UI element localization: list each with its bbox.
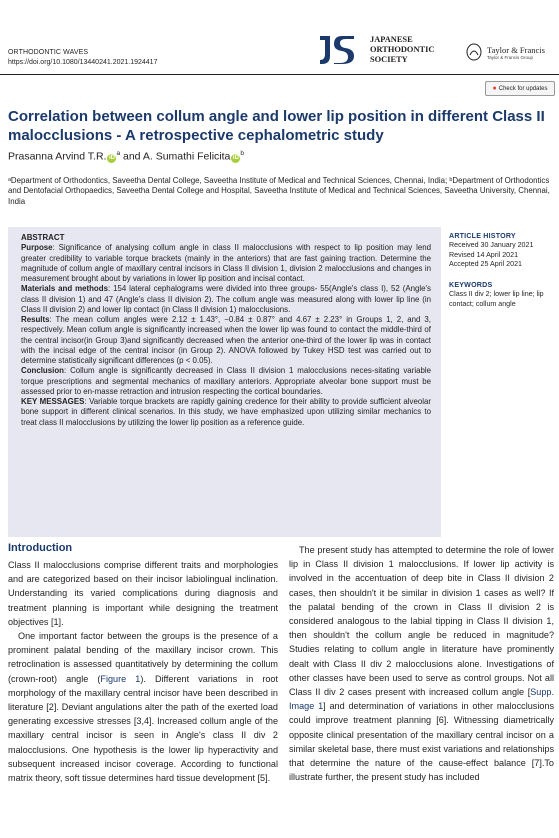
supp-image-link[interactable]: Supp. Image 1 [289, 687, 554, 712]
purpose-label: Purpose [21, 243, 53, 253]
body-text: One important factor between the groups is the presence of a prominent palatal bending of the maxillary incisor crown. This retroclination is assessed quantitatively by determining the collum (crown-root) angle ( [8, 631, 278, 684]
methods-text: : 154 lateral cephalograms were divided into three groups- 55(Angle's class I), 52 (Angle's class II division 1) and 47 (Angle's class II division 2). The collum angle was measured along with lower lip line (in Class II division 2) and lower lip contact (in Class II division 1) malocclusions. [21, 284, 431, 314]
figure-1-link[interactable]: Figure 1 [100, 673, 141, 684]
revised-date: Revised 14 April 2021 [449, 250, 519, 259]
author-2[interactable]: A. Sumathi Felicita [142, 150, 231, 163]
abstract-conclusion [21, 366, 431, 397]
key-label: KEY MESSAGES [21, 397, 85, 406]
jos-line-2: ORTHODONTIC [370, 45, 435, 54]
tf-name: Taylor & Francis [487, 44, 545, 55]
keywords-heading: KEYWORDS [449, 281, 493, 289]
article-title: Correlation between collum angle and lower lip position in different Class II malocclusions - A retrospective cephalometric study [8, 108, 545, 144]
tf-emblem-icon [465, 42, 483, 62]
methods-label: Materials and methods [21, 284, 108, 294]
abstract [21, 233, 431, 428]
tf-sub: Taylor & Francis Group [487, 54, 534, 60]
jos-logo [316, 32, 434, 68]
body-paragraph: Class II malocclusions comprise different traits and morphologies and are categorized based on their incisor labiolingual inclination. Understanding its varied complications during diagnosis and treatment planning is important while designing the treatment objectives [1]. [8, 560, 278, 627]
abstract-heading: ABSTRACT [21, 233, 65, 242]
introduction-heading: Introduction [8, 542, 73, 554]
abstract-results [21, 315, 431, 366]
orcid-icon[interactable]: iD [232, 154, 239, 161]
purpose-text: : Significance of analysing collum angle in class II malocclusions with respect to lip position may lend greater credibility to variable torque brackets (mainly in the anteriors) that are fast gaining traction. Determine the magnitude of collum angle of maxillary central incisors in Class II division 1, division 2 malocclusions and changes in measurement brought about by variations in lower lip position and incisal contact. [21, 243, 431, 283]
header-rule [0, 74, 559, 75]
conclusion-text: : Collum angle is significantly decreased in Class II division 1 malocclusions neces-sitating variable torque prescriptions and segmental mechanics of maxillary anteriors. Appropriate alveolar bone support must be assessed prior to en-masse retraction and intrusion respecting the cortical boundaries. [21, 366, 431, 396]
article-history [449, 232, 533, 269]
abstract-key-messages [21, 397, 431, 428]
jos-emblem-icon [316, 32, 364, 68]
check-updates-button[interactable] [485, 81, 555, 96]
abstract-purpose [21, 243, 431, 284]
doi-link[interactable]: https://doi.org/10.1080/13440241.2021.1924417 [8, 59, 158, 66]
check-updates-icon: ● [492, 85, 497, 92]
body-left-column [8, 541, 278, 785]
body-text: ] and determination of variations in other malocclusions could improve treatment planning [6]. Witnessing diametrically opposite clinical presentation of the maxillary central incisor on a similar skeletal base, there must exist variations and relationships that determine the nature of the cause-effect balance [7].To illustrate further, the present study has included [289, 701, 555, 783]
results-text: : The mean collum angles were 2.12 ± 1.43°, −0.84 ± 0.87° and 4.67 ± 2.23° in Groups 1, 2, and 3, respectively. Mean collum angle is significantly increased when the lower lip was found to contact the middle-third of the central incisor(in Group 3)and significantly decreased when the anterior one-third of the lower lip was in contact with the incisal edge of the central incisor (in Group 2). ANOVA followed by Tukey HSD test was carried out to determine statistically significant differences (p < 0.05). [21, 315, 431, 365]
body-right-column [289, 543, 554, 784]
journal-name: ORTHODONTIC WAVES [8, 49, 89, 56]
received-date: Received 30 January 2021 [449, 241, 534, 250]
keywords [449, 281, 554, 309]
check-updates-label: Check for updates [498, 85, 548, 92]
article-history-heading: ARTICLE HISTORY [449, 232, 516, 240]
keywords-text: Class II div 2; lower lip line; lip contact; collum angle [449, 290, 544, 308]
author-1[interactable]: Prasanna Arvind T.R. [8, 150, 107, 163]
jos-line-1: JAPANESE [370, 35, 413, 44]
affiliations: ᵃDepartment of Orthodontics, Saveetha Dental College, Saveetha Institute of Medical and Technical Sciences, Chennai, India; ᵇDepartment of Orthodontics and Dentofacial Orthopaedics, Saveetha Dental College and Hospital, Saveetha Institute of Medical and Technical Sciences, Saveetha University, Chennai, India [8, 176, 550, 206]
jos-line-3: SOCIETY [370, 55, 408, 64]
orcid-icon[interactable]: iD [108, 154, 115, 161]
results-label: Results [21, 315, 50, 324]
abstract-methods [21, 284, 431, 315]
body-paragraph [8, 629, 278, 785]
conclusion-label: Conclusion [21, 366, 64, 376]
author-1-sup: a [116, 150, 121, 157]
body-text: ). Different variations in root morphology of the maxillary central incisor have been described in literature [2]. Deviant angulations alter the path of the exerted load generating excessive stresses [3,4]. Increased collum angle of the maxillary central incisor is seen in Angle's class II div 2 malocclusions. One hypothesis is the lower lip hyperactivity and subsequent increased incisor coverage. According to functional matrix theory, soft tissue determines hard tissue development [5]. [8, 673, 278, 784]
tf-logo [465, 42, 545, 62]
key-text: : Variable torque brackets are rapidly gaining credence for their ability to provide sufficient alveolar bone support in different clinical scenarios. In this study, we have emphasized upon utilizing similar mechanics to treat class II malocclusions by utilizing the lower lip position as a reference guide. [21, 397, 431, 427]
authors [8, 150, 244, 163]
author-and: and [120, 150, 143, 163]
body-paragraph [289, 543, 554, 784]
body-text: The present study has attempted to determine the role of lower lip in Class II division 1 malocclusions. If lower lip activity is involved in the accentuation of deep bite in Class II division 2 cases, then shouldn't it be similar in division 1 cases as well? If the palatal bending of the crown in Class II division 2 is considered analogous to the labial tipping in Class II division 1, then shouldn't the collum angle be reduced in magnitude? Studies relating to collum angle in literature have prominently dealt with Class II div 2 malocclusions alone. Investigations of other classes have been used to serve as control groups. Not all Class II div 2 cases present with increased collum angle [ [289, 545, 554, 698]
author-2-sup: b [240, 150, 245, 157]
accepted-date: Accepted 25 April 2021 [449, 259, 522, 268]
